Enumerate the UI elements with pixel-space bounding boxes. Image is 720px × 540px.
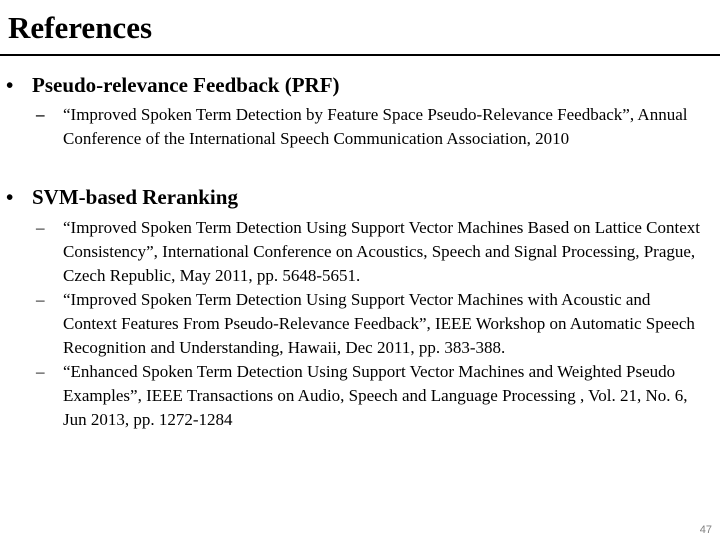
reference-item	[0, 360, 703, 432]
section-heading-svm	[0, 184, 720, 210]
bullet-icon: •	[6, 73, 14, 97]
dash-icon: –	[36, 290, 45, 309]
reference-item	[0, 288, 703, 360]
section-prf	[0, 72, 720, 151]
page-number: 47	[699, 524, 712, 536]
reference-text: “Enhanced Spoken Term Detection Using Support Vector Machines and Weighted Pseudo Examples”, IEEE Transactions on Audio, Speech and Language Processing , Vol. 21, No. 6, Jun 2013, pp. 1272-1284	[63, 362, 688, 429]
section-heading-label: SVM-based Reranking	[32, 185, 238, 209]
reference-text: “Improved Spoken Term Detection Using Support Vector Machines with Acoustic and Context Features From Pseudo-Relevance Feedback”, IEEE Workshop on Automatic Speech Recognition and Understanding, Hawaii, Dec 2011, pp. 383-388.	[63, 290, 695, 357]
section-svm	[0, 184, 720, 432]
dash-icon: –	[36, 105, 45, 124]
title-divider	[0, 54, 720, 56]
dash-icon: –	[36, 362, 45, 381]
dash-icon: –	[36, 218, 45, 237]
bullet-icon: •	[6, 185, 14, 209]
slide-title: References	[8, 10, 153, 45]
reference-item	[0, 216, 703, 288]
reference-text: “Improved Spoken Term Detection Using Support Vector Machines Based on Lattice Context Consistency”, International Conference on Acoustics, Speech and Signal Processing, Prague, Czech Republic, May 2011, pp. 5648-5651.	[63, 218, 700, 285]
reference-item	[0, 103, 703, 151]
section-heading-label: Pseudo-relevance Feedback (PRF)	[32, 73, 340, 97]
reference-text: “Improved Spoken Term Detection by Feature Space Pseudo-Relevance Feedback”, Annual Conference of the International Speech Communication Association, 2010	[63, 105, 688, 148]
section-heading-prf	[0, 72, 720, 98]
